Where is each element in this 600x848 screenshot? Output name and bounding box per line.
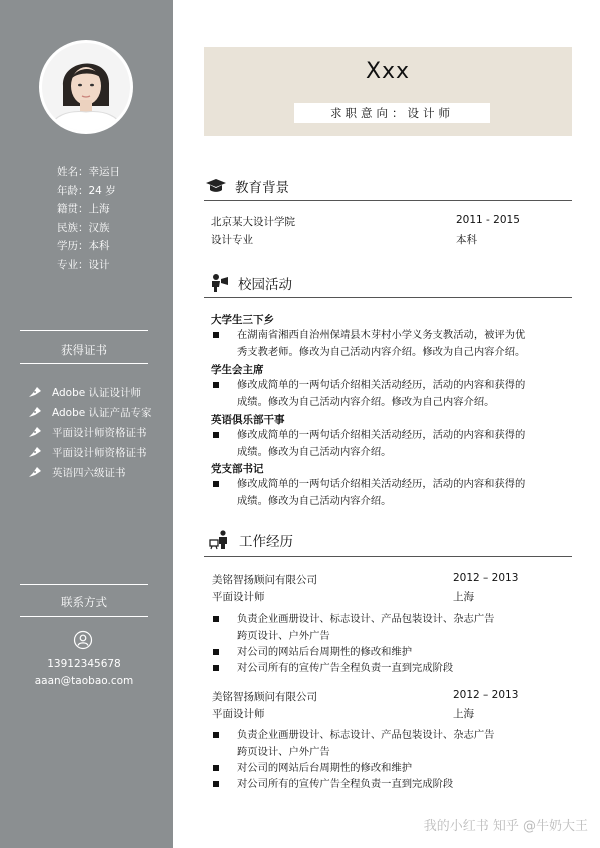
job-duty: 对公司的网站后台周期性的修改和维护 bbox=[213, 644, 412, 661]
certificate-label: Adobe 认证设计师 bbox=[52, 386, 142, 399]
speaker-icon bbox=[210, 273, 230, 293]
divider bbox=[20, 616, 148, 617]
certificate-label: 平面设计师资格证书 bbox=[52, 426, 147, 439]
activity-detail: 在湖南省湘西自治州保靖县木芽村小学义务支教活动，被评为优 秀支教老师。修改为自己活动内容介绍。修改为自己内容介绍。 bbox=[213, 327, 525, 360]
user-icon bbox=[73, 630, 93, 650]
education-title: 教育背景 bbox=[235, 180, 289, 196]
job-city: 上海 bbox=[453, 708, 474, 720]
personal-row: 籍贯：上海 bbox=[57, 203, 110, 215]
divider bbox=[20, 330, 148, 331]
graduation-cap-icon bbox=[205, 178, 227, 194]
presenter-icon bbox=[209, 530, 231, 550]
certificate-label: 英语四六级证书 bbox=[52, 466, 126, 479]
personal-info bbox=[57, 163, 167, 274]
job-position: 平面设计师 bbox=[212, 591, 265, 603]
certificate-label: 平面设计师资格证书 bbox=[52, 446, 147, 459]
candidate-name: Xxx bbox=[365, 59, 411, 84]
job-duty: 对公司所有的宣传广告全程负责一直到完成阶段 bbox=[213, 776, 453, 793]
certificate-item bbox=[28, 442, 168, 462]
pen-nib-icon bbox=[28, 386, 42, 398]
job-city: 上海 bbox=[453, 591, 474, 603]
activity-role: 大学生三下乡 bbox=[211, 314, 274, 326]
job-duty: 负责企业画册设计、标志设计、产品包装设计、杂志广告 跨页设计、户外广告 bbox=[213, 611, 494, 644]
education-heading bbox=[205, 176, 289, 196]
certificate-item bbox=[28, 462, 168, 482]
personal-row: 学历：本科 bbox=[57, 240, 110, 252]
certificate-list bbox=[28, 382, 168, 482]
work-title: 工作经历 bbox=[239, 534, 293, 550]
avatar bbox=[39, 40, 133, 134]
pen-nib-icon bbox=[28, 446, 42, 458]
activity-role: 党支部书记 bbox=[211, 463, 264, 475]
certificate-label: Adobe 认证产品专家 bbox=[52, 406, 152, 419]
job-company: 美铭智扬顾问有限公司 bbox=[212, 574, 317, 586]
activity-role: 英语俱乐部干事 bbox=[211, 414, 285, 426]
activity-detail: 修改成简单的一两句话介绍相关活动经历，活动的内容和获得的 成绩。修改为自己活动内容介绍。 bbox=[213, 476, 525, 509]
job-duty: 对公司所有的宣传广告全程负责一直到完成阶段 bbox=[213, 660, 453, 677]
sidebar bbox=[0, 0, 173, 848]
profile-photo bbox=[39, 40, 133, 134]
personal-row: 年龄：24 岁 bbox=[57, 184, 116, 197]
certificate-item bbox=[28, 422, 168, 442]
activity-role: 学生会主席 bbox=[211, 364, 264, 376]
education-school: 北京某大设计学院 bbox=[211, 216, 295, 228]
header-card bbox=[204, 47, 572, 136]
pen-nib-icon bbox=[28, 426, 42, 438]
pen-nib-icon bbox=[28, 406, 42, 418]
section-rule bbox=[204, 556, 572, 557]
job-period: 2012 – 2013 bbox=[453, 572, 519, 584]
certificates-heading: 获得证书 bbox=[61, 343, 107, 357]
watermark: 我的小红书 知乎 @牛奶大王 bbox=[423, 819, 588, 834]
activity-detail: 修改成简单的一两句话介绍相关活动经历，活动的内容和获得的 成绩。修改为自己活动内容介绍。 bbox=[213, 427, 525, 460]
activity-detail: 修改成简单的一两句话介绍相关活动经历，活动的内容和获得的 成绩。修改为自己活动内容介绍。修改为自己内容介绍。 bbox=[213, 377, 525, 410]
personal-row: 姓名：幸运日 bbox=[57, 166, 120, 178]
campus-title: 校园活动 bbox=[238, 277, 292, 293]
email-address: aaan@taobao.com bbox=[34, 675, 134, 687]
divider bbox=[20, 363, 148, 364]
pen-nib-icon bbox=[28, 466, 42, 478]
work-heading bbox=[209, 530, 293, 550]
job-duty: 对公司的网站后台周期性的修改和维护 bbox=[213, 760, 412, 777]
divider bbox=[20, 584, 148, 585]
job-period: 2012 – 2013 bbox=[453, 689, 519, 701]
job-intent: 求职意向：设计师 bbox=[294, 103, 490, 123]
section-rule bbox=[204, 200, 572, 201]
certificate-item bbox=[28, 382, 168, 402]
education-major: 设计专业 bbox=[211, 234, 253, 246]
contact-heading: 联系方式 bbox=[61, 595, 107, 609]
personal-row: 民族：汉族 bbox=[57, 221, 110, 234]
job-position: 平面设计师 bbox=[212, 708, 265, 720]
personal-row: 专业：设计 bbox=[57, 258, 110, 271]
section-rule bbox=[204, 297, 572, 298]
campus-heading bbox=[210, 273, 292, 293]
education-degree: 本科 bbox=[456, 234, 477, 246]
phone-number: 13912345678 bbox=[47, 658, 121, 670]
job-duty: 负责企业画册设计、标志设计、产品包装设计、杂志广告 跨页设计、户外广告 bbox=[213, 727, 494, 760]
education-period: 2011 - 2015 bbox=[456, 214, 520, 226]
certificate-item bbox=[28, 402, 168, 422]
job-company: 美铭智扬顾问有限公司 bbox=[212, 691, 317, 703]
